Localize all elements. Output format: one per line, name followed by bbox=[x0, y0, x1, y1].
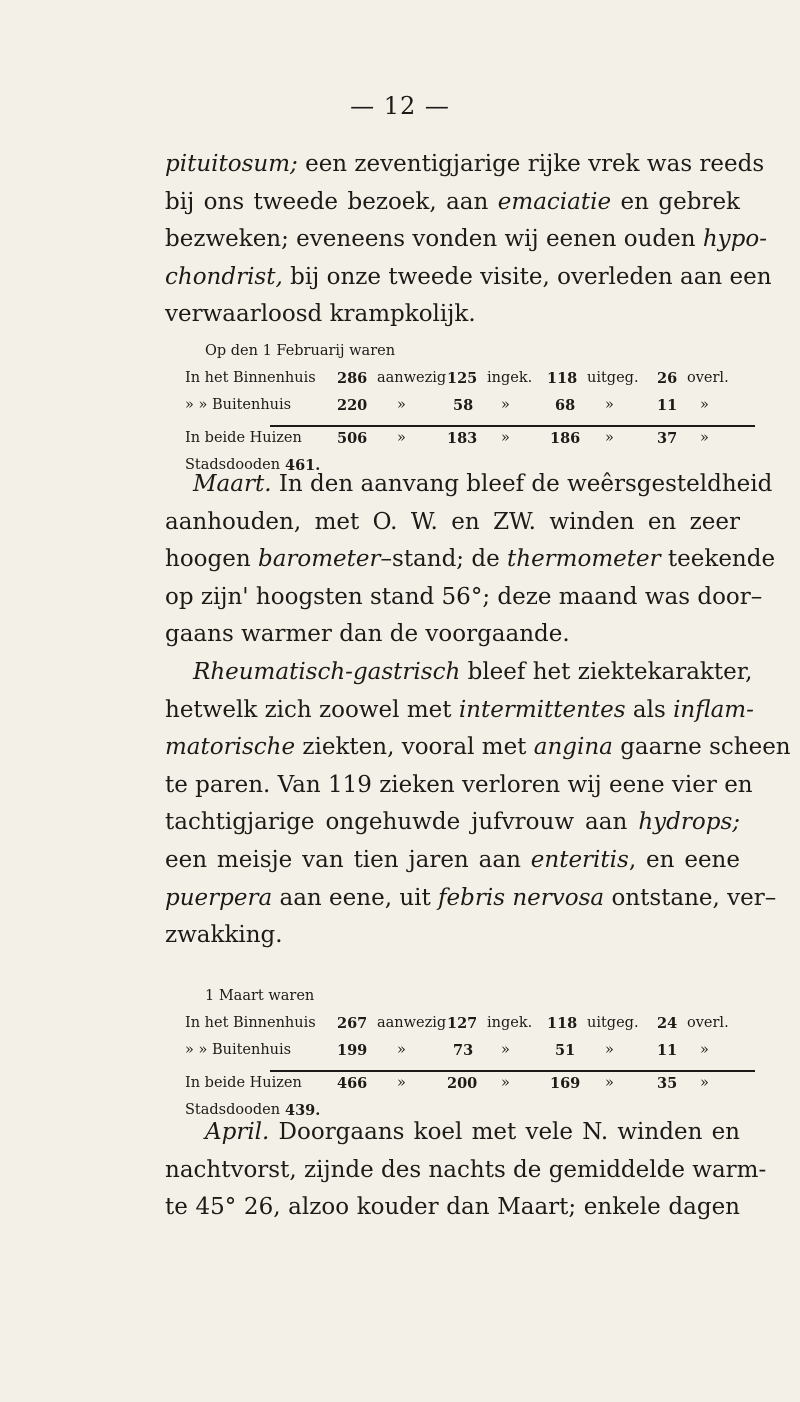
text-line: te paren. Van 119 zieken verloren wij eene vier en bbox=[165, 771, 753, 798]
deaths-row: Stadsdooden 439. bbox=[185, 1102, 321, 1119]
text-line: nachtvorst, zijnde des nachts de gemiddelde warm- bbox=[165, 1156, 767, 1183]
paragraph-pituitosum bbox=[165, 146, 772, 334]
text-line: hetwelk zich zoowel met intermittentes als inflam- bbox=[165, 696, 754, 723]
table-row-total: In beide Huizen 466 » 200 » 169 » 35 » bbox=[185, 1075, 709, 1092]
text-line: zwakking. bbox=[165, 922, 283, 949]
population-table-february bbox=[185, 338, 755, 479]
table-caption: 1 Maart waren bbox=[205, 988, 315, 1004]
table-row: In het Binnenhuis 267 aanwezig 127 ingek. 118 uitgeg. 24 overl. bbox=[185, 1015, 729, 1032]
table-row-total: In beide Huizen 506 » 183 » 186 » 37 » bbox=[185, 430, 709, 447]
paragraph-maart bbox=[165, 466, 776, 654]
table-row: » » Buitenhuis 220 » 58 » 68 » 11 » bbox=[185, 397, 709, 414]
text-line: gaans warmer dan de voorgaande. bbox=[165, 621, 570, 648]
text-line: verwaarloosd krampkolijk. bbox=[165, 301, 476, 328]
paragraph-april bbox=[165, 1114, 767, 1227]
text-line: pituitosum; een zeventigjarige rijke vrek was reeds bbox=[165, 151, 765, 177]
deaths-row: Stadsdooden 461. bbox=[185, 457, 321, 474]
text-line: chondrist, bij onze tweede visite, overleden aan een bbox=[165, 263, 772, 290]
paragraph-rheumatisch bbox=[165, 654, 791, 955]
text-line: hoogen barometer–stand; de thermometer teekende bbox=[165, 546, 776, 573]
text-line: Rheumatisch-gastrisch bleef het ziektekarakter, bbox=[193, 659, 753, 685]
text-line: aanhouden, met O. W. en ZW. winden en zeer bbox=[165, 508, 740, 535]
text-line: te 45° 26, alzoo kouder dan Maart; enkele dagen bbox=[165, 1194, 740, 1221]
page-number: — 12 — bbox=[350, 92, 450, 120]
text-line: een meisje van tien jaren aan enteritis, en eene bbox=[165, 846, 740, 873]
text-line: bij ons tweede bezoek, aan emaciatie en gebrek bbox=[165, 188, 740, 215]
text-line: bezweken; eveneens vonden wij eenen ouden hypo- bbox=[165, 226, 767, 253]
text-line: tachtigjarige ongehuwde jufvrouw aan hydrops; bbox=[165, 809, 740, 836]
table-row: In het Binnenhuis 286 aanwezig 125 ingek. 118 uitgeg. 26 overl. bbox=[185, 370, 729, 387]
text-line: Maart. In den aanvang bleef de weêrsgesteldheid bbox=[193, 471, 773, 497]
table-caption: Op den 1 Februarij waren bbox=[205, 343, 396, 359]
table-row: » » Buitenhuis 199 » 73 » 51 » 11 » bbox=[185, 1042, 709, 1059]
population-table-maart bbox=[185, 983, 755, 1124]
text-line: April. Doorgaans koel met vele N. winden en bbox=[205, 1119, 740, 1145]
text-line: matorische ziekten, vooral met angina gaarne scheen bbox=[165, 734, 791, 761]
text-line: puerpera aan eene, uit febris nervosa ontstane, ver– bbox=[165, 884, 777, 911]
text-line: op zijn' hoogsten stand 56°; deze maand was door– bbox=[165, 583, 763, 610]
